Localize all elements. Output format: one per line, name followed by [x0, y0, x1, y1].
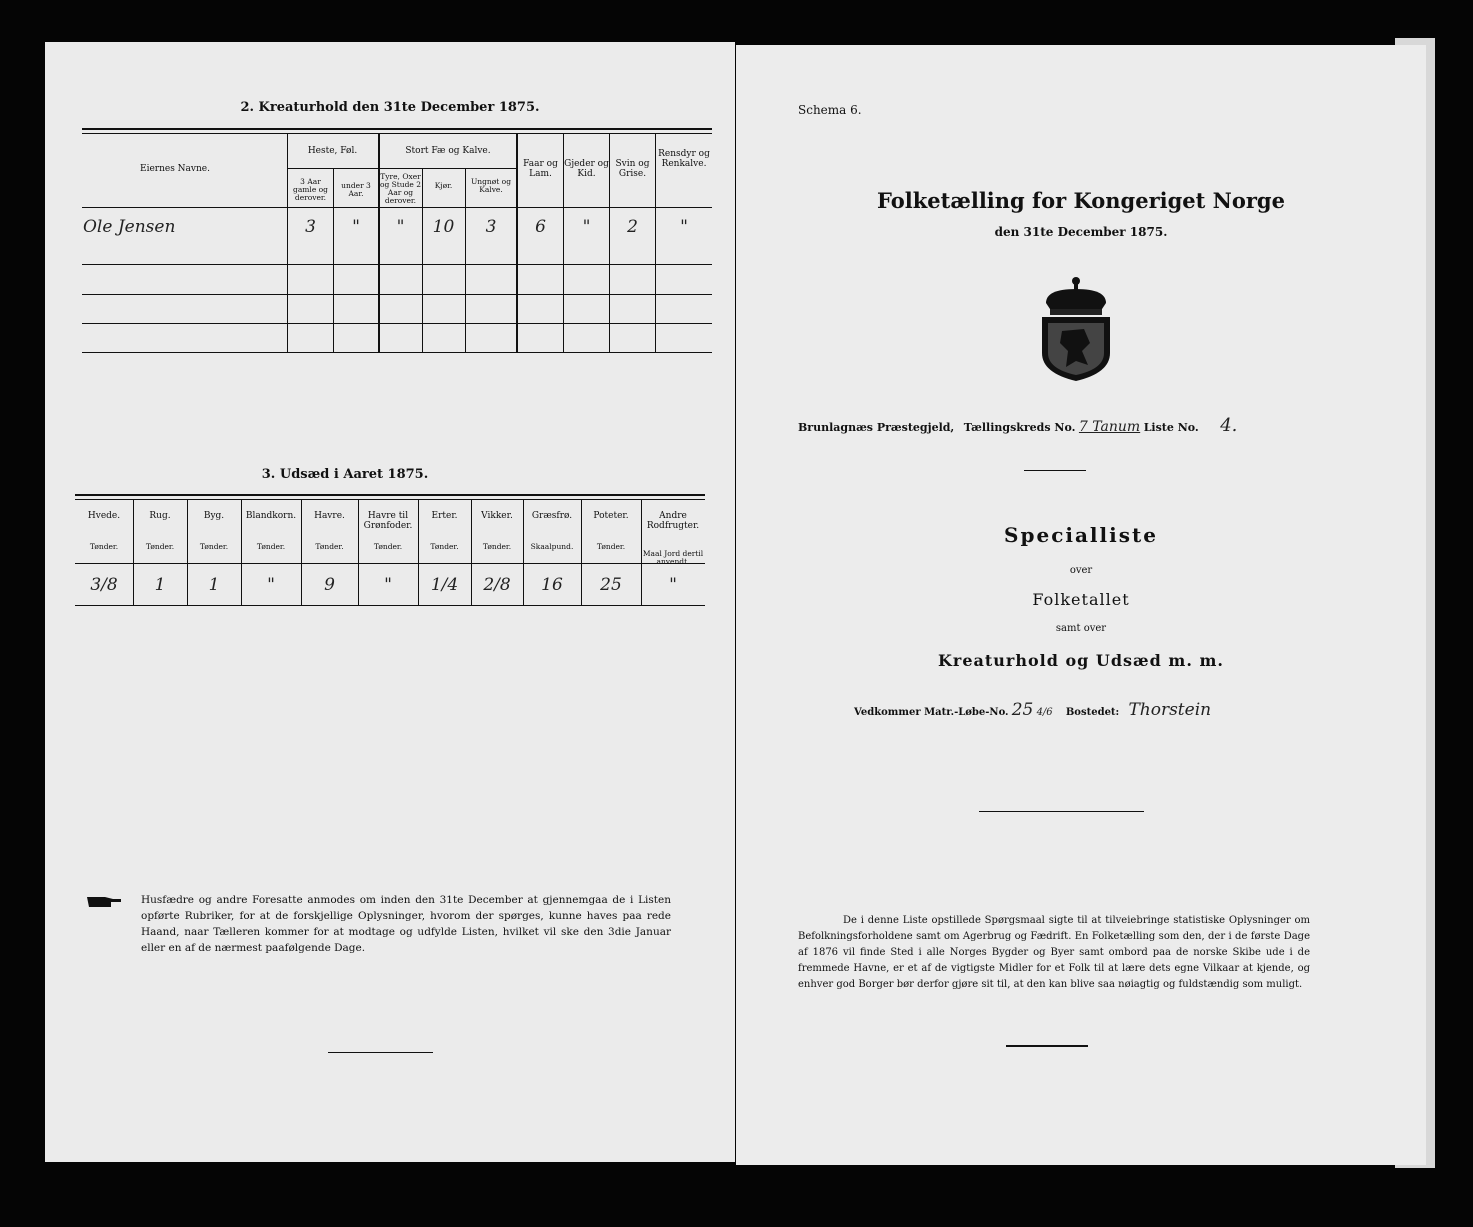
district-line: [798, 415, 1408, 439]
matr-line: [854, 700, 1374, 720]
samt-over-label: samt over: [1055, 623, 1107, 634]
prestegjeld-label: Brunlagnæs Præstegjeld,: [798, 421, 955, 434]
subheader-line: [287, 168, 516, 169]
udsaed-header-unit: Tønder.: [430, 542, 459, 551]
specialliste-title: Specialliste: [1004, 523, 1158, 547]
header-gjeder: Gjeder og Kid.: [564, 159, 609, 179]
table3-top-rule: [75, 494, 705, 496]
udsaed-header-name: Hvede.: [87, 511, 121, 521]
main-title: Folketælling for Kongeriget Norge: [877, 188, 1285, 213]
udsaed-header-name: Andre Rodfrugter.: [646, 511, 700, 531]
header-stort-1: Tyre, Oxer og Stude 2 Aar og derover.: [379, 172, 422, 205]
table2-row-line: [82, 323, 712, 324]
table2-top-rule-thin: [82, 133, 712, 134]
udsaed-header-unit: Tønder.: [315, 542, 344, 551]
udsaed-header-name: Rug.: [149, 511, 171, 521]
cell-gjeder: ": [582, 217, 591, 237]
udsaed-header-unit: Skaalpund.: [530, 542, 574, 551]
udsaed-header-unit: Tønder.: [256, 542, 286, 551]
udsaed-header-unit: Tønder.: [199, 542, 229, 551]
cell-heste-2: ": [352, 217, 360, 237]
folketallet-label: Folketallet: [1032, 590, 1130, 609]
header-rensdyr: Rensdyr og Renkalve.: [658, 149, 710, 169]
cell-stort-3: 3: [485, 217, 497, 237]
udsaed-header-name: Græsfrø.: [531, 511, 573, 521]
col-line: [422, 168, 423, 353]
header-heste: Heste, Føl.: [307, 146, 358, 156]
udsaed-cell: 3/8: [90, 575, 118, 595]
udsaed-header-name: Byg.: [203, 511, 225, 521]
udsaed-cell: 1: [208, 575, 220, 595]
udsaed-header-name: Blandkorn.: [245, 511, 297, 521]
table3-top-rule-thin: [75, 499, 705, 500]
matr-value: 25: [1011, 700, 1034, 720]
pointing-hand-icon: [85, 894, 123, 908]
bostedet-label: Bostedet:: [1065, 707, 1120, 718]
cell-rensdyr: ": [680, 217, 688, 237]
header-faar: Faar og Lam.: [523, 159, 558, 179]
udsaed-header-unit: Tønder.: [89, 542, 119, 551]
header-stort-3: Ungnøt og Kalve.: [470, 177, 511, 194]
table3-bottom: [75, 605, 705, 606]
kreds-value: 7 Tanum: [1078, 419, 1141, 435]
owner-name: Ole Jensen: [83, 217, 176, 237]
bostedet-value: Thorstein: [1128, 700, 1212, 720]
cell-heste-1: 3: [305, 217, 316, 237]
header-svin: Svin og Grise.: [615, 159, 650, 179]
table2-header-bottom: [82, 207, 712, 208]
udsaed-header-unit: Tønder.: [373, 542, 403, 551]
udsaed-cell: ": [267, 575, 275, 595]
udsaed-cell: 9: [324, 575, 335, 595]
udsaed-header-unit: Tønder.: [482, 542, 512, 551]
header-stort-fae: Stort Fæ og Kalve.: [405, 146, 491, 156]
udsaed-header-unit: Maal Jord dertil anvendt.: [642, 549, 704, 566]
liste-label: Liste No.: [1143, 421, 1199, 434]
udsaed-header-unit: Tønder.: [145, 542, 175, 551]
section2-title: 2. Kreaturhold den 31te December 1875.: [240, 100, 540, 115]
schema-label: Schema 6.: [798, 103, 862, 117]
over-label: over: [1069, 565, 1093, 576]
cell-stort-1: ": [396, 217, 405, 237]
kreaturhold-label: Kreaturhold og Udsæd m. m.: [938, 651, 1224, 670]
udsaed-cell: 16: [541, 575, 563, 595]
notice-text: Husfædre og andre Foresatte anmodes om inden den 31te December at gjennemgaa de i Listen opførte Rubriker, for at de forskjellige Oplysninger, hvorom der spørges, kunne haves paa rede Haand, naar Tælleren kommer for at modtage og udfylde Listen, hvilket vil ske den 3die Januar eller en af de nærmest paafølgende Dage.: [141, 894, 671, 954]
udsaed-header-name: Havre.: [314, 511, 345, 521]
kreds-label: Tællingskreds No.: [963, 421, 1076, 434]
cell-svin: 2: [627, 217, 638, 237]
udsaed-cell: 25: [600, 575, 622, 595]
coat-of-arms-icon: [1032, 273, 1120, 383]
date-line: den 31te December 1875.: [994, 225, 1168, 239]
footer-text: De i denne Liste opstillede Spørgsmaal sigte til at tilveiebringe statistiske Oplysninger om Befolkningsforholdene samt om Agerbrug og Fædrift. En Folketælling som den, der i de første Dage af 1876 vil finde Sted i alle Norges Bygder og Byer samt ombord paa de norske Skibe ude i de fremmede Havne, er et af de vigtigste Midler for et Folk til at lære dets egne Vilkaar at kjende, og enhver god Borger bør derfor gjøre sit til, at den kan blive saa nøiagtig og fuldstændig som muligt.: [798, 915, 1310, 990]
liste-value: 4.: [1220, 415, 1238, 436]
col-line: [465, 168, 466, 353]
table2-row-line: [82, 264, 712, 265]
udsaed-header-name: Havre til Grønfoder.: [363, 511, 413, 531]
udsaed-header-unit: Tønder.: [596, 542, 626, 551]
udsaed-cell: ": [669, 575, 677, 595]
udsaed-header-name: Vikker.: [481, 511, 513, 521]
table2-bottom: [82, 352, 712, 353]
cell-stort-2: 10: [432, 217, 455, 237]
section3-title: 3. Udsæd i Aaret 1875.: [261, 467, 429, 482]
end-rule: [1006, 1045, 1088, 1047]
header-eiernes-navne: Eiernes Navne.: [140, 164, 210, 174]
udsaed-header-name: Erter.: [431, 511, 458, 521]
short-rule: [1024, 470, 1086, 471]
header-heste-1: 3 Aar gamle og derover.: [293, 177, 328, 202]
header-stort-2: Kjør.: [434, 181, 453, 190]
udsaed-header-name: Poteter.: [593, 511, 629, 521]
header-heste-2: under 3 Aar.: [341, 181, 371, 198]
col-line: [287, 133, 288, 353]
matr-fraction: 4/6: [1036, 707, 1053, 718]
end-rule: [328, 1052, 433, 1053]
table2-top-rule: [82, 128, 712, 130]
right-page: [736, 45, 1426, 1165]
table2-row-line: [82, 294, 712, 295]
udsaed-cell: 2/8: [483, 575, 511, 595]
udsaed-cell: 1/4: [430, 575, 459, 595]
matr-label: Vedkommer Matr.-Løbe-No.: [854, 707, 1009, 718]
cell-faar: 6: [535, 217, 546, 237]
col-line: [378, 133, 380, 353]
left-page: [45, 42, 735, 1162]
udsaed-cell: 1: [154, 575, 166, 595]
udsaed-cell: ": [384, 575, 392, 595]
table3-header-bottom: [75, 563, 705, 564]
mid-rule: [979, 811, 1144, 812]
